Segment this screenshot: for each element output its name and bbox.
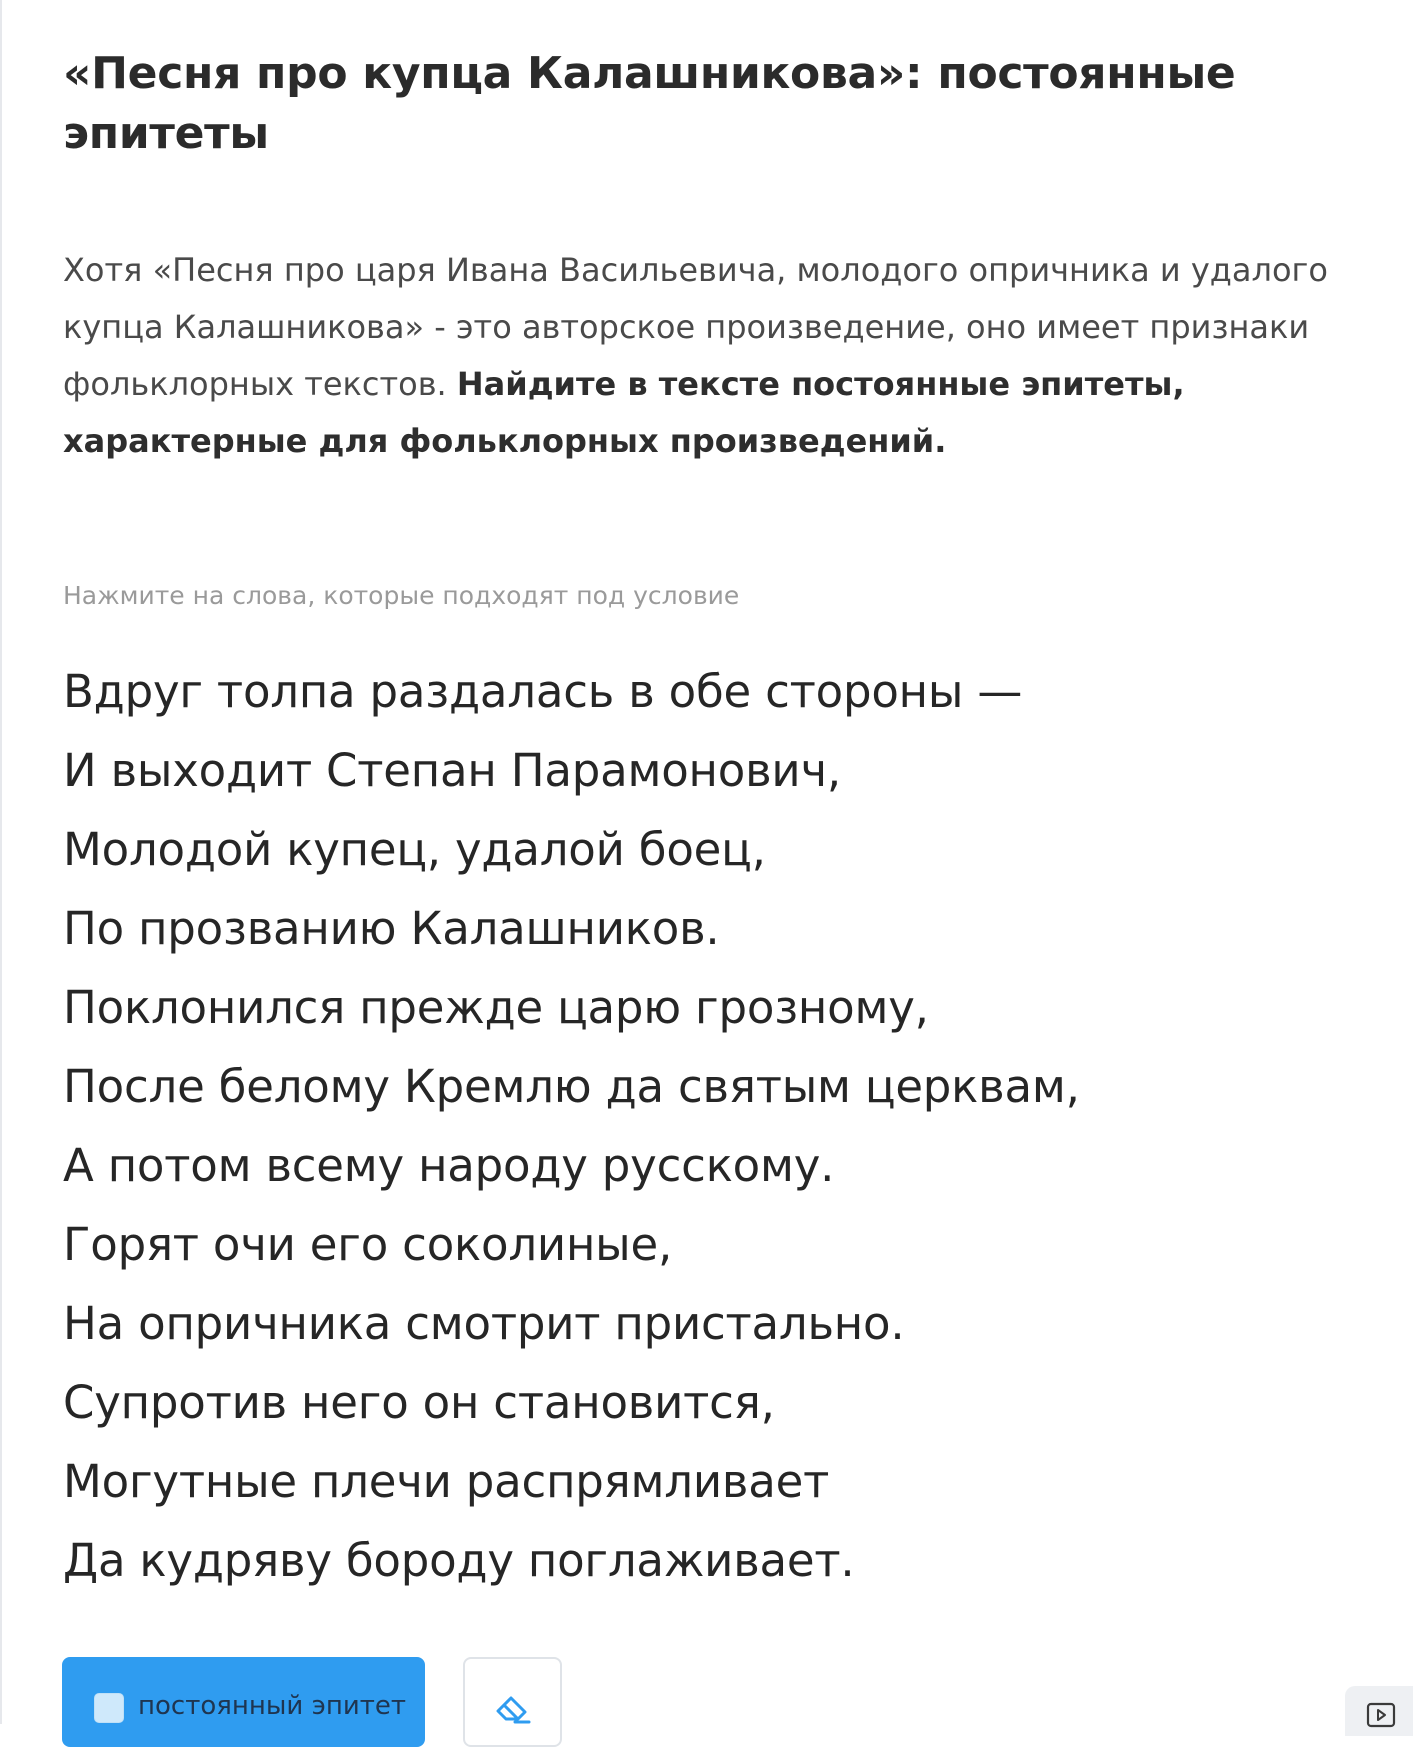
poem-line[interactable]: Да кудряву бороду поглаживает.: [63, 1534, 855, 1587]
poem-line[interactable]: Горят очи его соколиные,: [63, 1218, 673, 1271]
marker-checkbox[interactable]: [94, 1693, 124, 1723]
hint-text: Нажмите на слова, которые подходят под условие: [63, 581, 740, 610]
epithet-marker-button[interactable]: [62, 1657, 425, 1747]
poem-line[interactable]: На опричника смотрит пристально.: [63, 1297, 905, 1350]
eraser-button[interactable]: [463, 1657, 562, 1747]
poem-line[interactable]: По прозванию Калашников.: [63, 902, 720, 955]
task-instructions: [63, 242, 1333, 470]
poem-text: [63, 652, 1313, 1600]
task-title: «Песня про купца Калашникова»: постоянные эпитеты: [63, 48, 1236, 159]
poem-line[interactable]: А потом всему народу русскому.: [63, 1139, 835, 1192]
poem-line[interactable]: Молодой купец, удалой боец,: [63, 823, 766, 876]
marker-label: постоянный эпитет: [138, 1691, 407, 1721]
side-panel-toggle[interactable]: [1345, 1686, 1413, 1736]
instructions-text: Хотя «Песня про царя Ивана Васильевича, молодого опричника и удалого купца Калашникова» - это авторское произведение, оно имеет признаки фольклорных текстов.: [63, 251, 1328, 403]
poem-line[interactable]: Поклонился прежде царю грозному,: [63, 981, 929, 1034]
instructions-bold: Найдите в тексте постоянные эпитеты, характерные для фольклорных произведений.: [63, 365, 1185, 460]
poem-line[interactable]: Супротив него он становится,: [63, 1376, 775, 1429]
poem-line[interactable]: После белому Кремлю да святым церквам,: [63, 1060, 1080, 1113]
poem-line[interactable]: Могутные плечи распрямливает: [63, 1455, 830, 1508]
poem-line[interactable]: Вдруг толпа раздалась в обе стороны —: [63, 665, 1023, 718]
poem-line[interactable]: И выходит Степан Парамонович,: [63, 744, 841, 797]
